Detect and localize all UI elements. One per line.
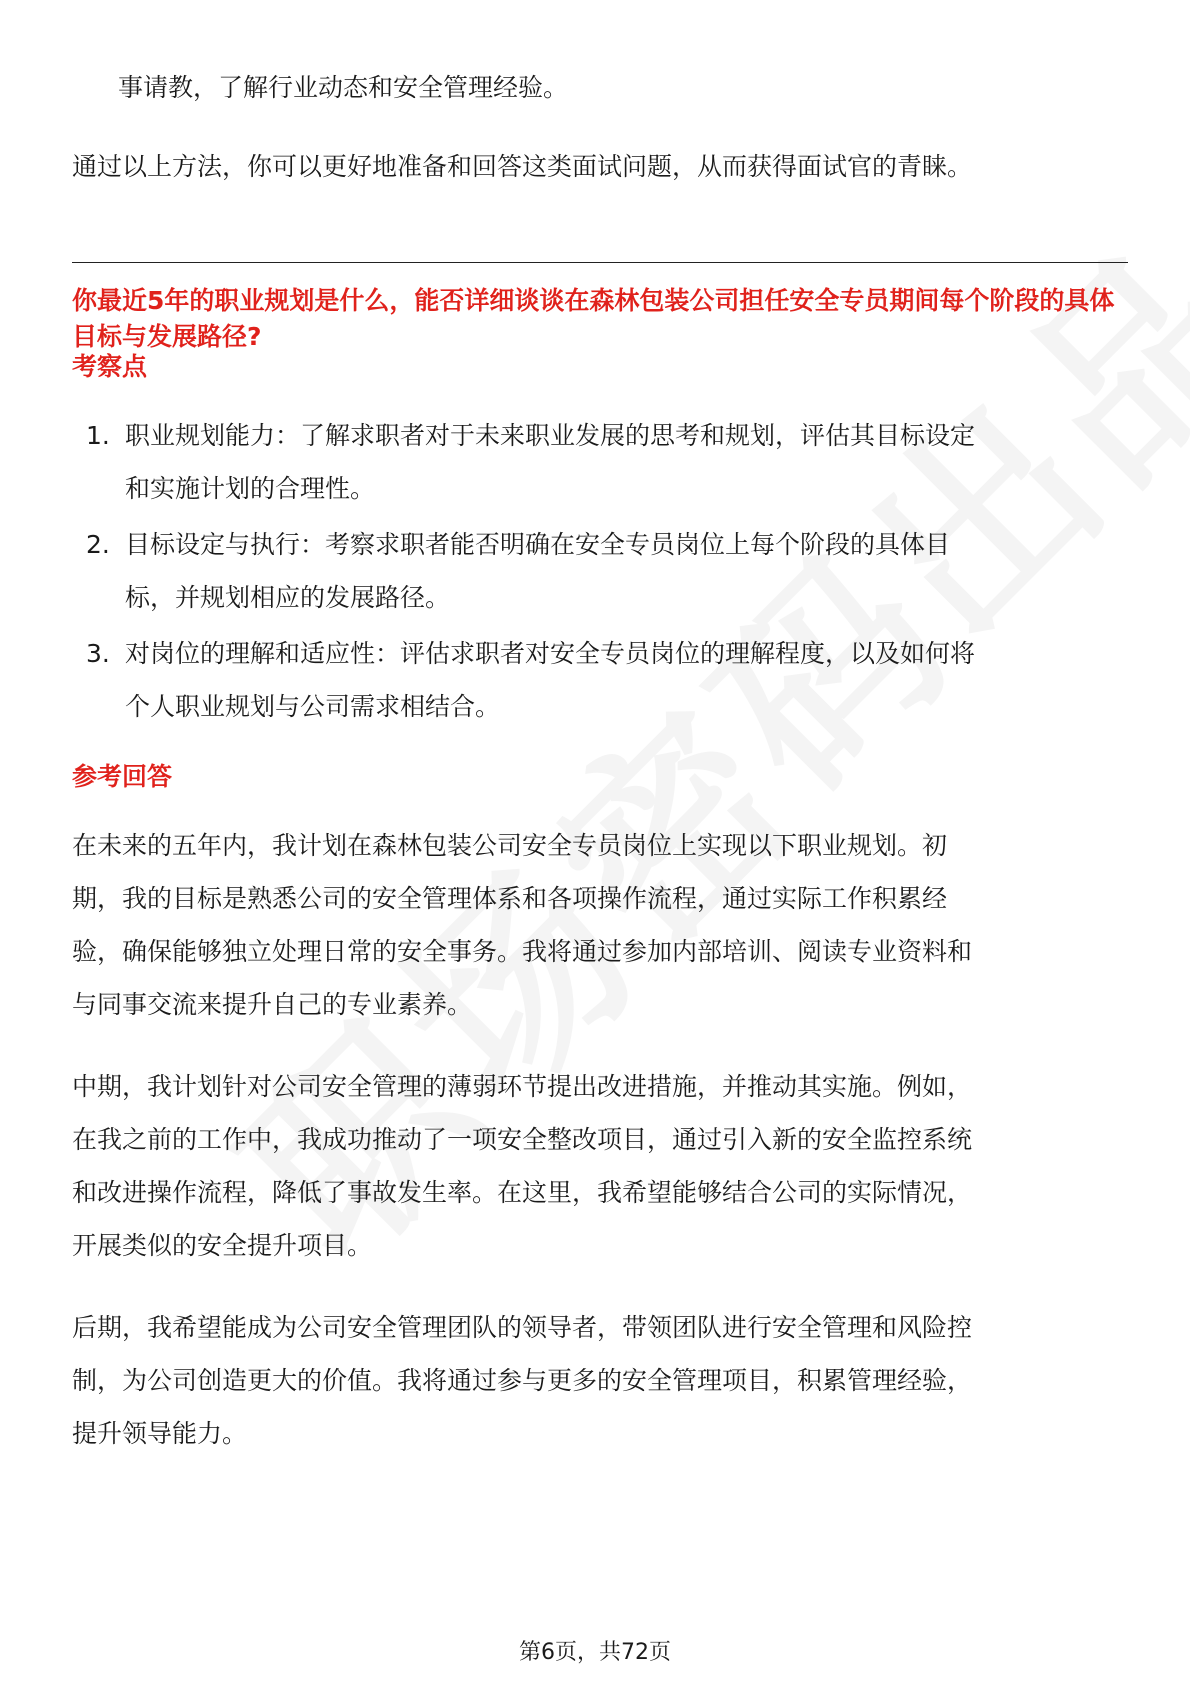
paragraph-line: 和改进操作流程，降低了事故发生率。在这里，我希望能够结合公司的实际情况， [72,1178,973,1207]
paragraph-line: 后期，我希望能成为公司安全管理团队的领导者，带领团队进行安全管理和风险控 [72,1313,973,1342]
list-item-text: 职业规划能力：了解求职者对于未来职业发展的思考和规划，评估其目标设定 [125,421,976,450]
list-item-text: 和实施计划的合理性。 [125,474,376,503]
list-item-number: 2. [86,530,110,559]
paragraph-line: 在我之前的工作中，我成功推动了一项安全整改项目，通过引入新的安全监控系统 [72,1125,973,1154]
list-item-number: 3. [86,639,110,668]
paragraph-line: 中期，我计划针对公司安全管理的薄弱环节提出改进措施，并推动其实施。例如， [72,1072,973,1101]
section-divider [72,262,1128,263]
list-item-text: 对岗位的理解和适应性：评估求职者对安全专员岗位的理解程度，以及如何将 [125,639,976,668]
paragraph-line: 验，确保能够独立处理日常的安全事务。我将通过参加内部培训、阅读专业资料和 [72,937,973,966]
paragraph-line: 制，为公司创造更大的价值。我将通过参与更多的安全管理项目，积累管理经验， [72,1366,973,1395]
paragraph-line: 在未来的五年内，我计划在森林包装公司安全专员岗位上实现以下职业规划。初 [72,831,948,860]
paragraph-line: 开展类似的安全提升项目。 [72,1231,373,1260]
paragraph-line: 提升领导能力。 [72,1419,248,1448]
list-item-text: 目标设定与执行：考察求职者能否明确在安全专员岗位上每个阶段的具体目 [125,530,951,559]
list-item-text: 标，并规划相应的发展路径。 [125,583,451,612]
continuation-text: 事请教，了解行业动态和安全管理经验。 [118,73,569,102]
answer-heading: 参考回答 [72,762,173,791]
list-item-number: 1. [86,421,110,450]
question-heading: 你最近5年的职业规划是什么，能否详细谈谈在森林包装公司担任安全专员期间每个阶段的具体目标与发展路径? [72,286,1115,351]
assess-heading: 考察点 [72,352,148,381]
page-number: 第6页，共72页 [519,1640,671,1665]
paragraph-line: 期，我的目标是熟悉公司的安全管理体系和各项操作流程，通过实际工作积累经 [72,884,948,913]
summary-text: 通过以上方法，你可以更好地准备和回答这类面试问题，从而获得面试官的青睐。 [72,152,973,181]
list-item-text: 个人职业规划与公司需求相结合。 [125,692,501,721]
paragraph-line: 与同事交流来提升自己的专业素养。 [72,990,473,1019]
